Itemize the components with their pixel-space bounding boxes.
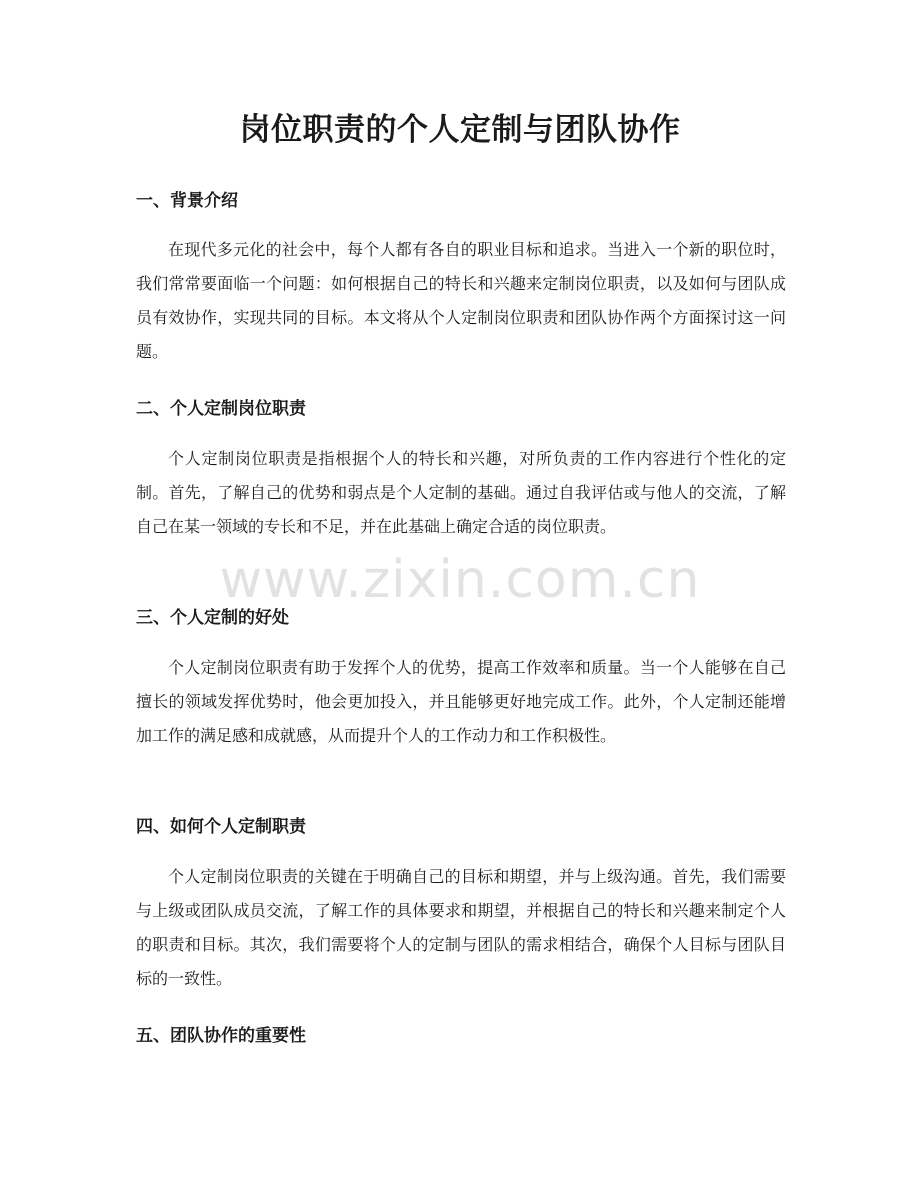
section-body-how-to-customize: 个人定制岗位职责的关键在于明确自己的目标和期望，并与上级沟通。首先，我们需要与上级或团队成员交流，了解工作的具体要求和期望，并根据自己的特长和兴趣来制定个人的职责和目标。其次，我们需要将个人的定制与团队的需求相结合，确保个人目标与团队目标的一致性。 [136,867,786,988]
section-heading-background: 一、背景介绍 [136,191,238,211]
section-body-background: 在现代多元化的社会中，每个人都有各自的职业目标和追求。当进入一个新的职位时，我们常常要面临一个问题：如何根据自己的特长和兴趣来定制岗位职责，以及如何与团队成员有效协作，实现共同的目标。本文将从个人定制岗位职责和团队协作两个方面探讨这一问题。 [136,240,786,361]
section-heading-benefits: 三、个人定制的好处 [136,608,289,628]
document-title: 岗位职责的个人定制与团队协作 [239,112,681,148]
section-heading-how-to-customize: 四、如何个人定制职责 [136,817,306,837]
section-body-benefits: 个人定制岗位职责有助于发挥个人的优势，提高工作效率和质量。当一个人能够在自己擅长的领域发挥优势时，他会更加投入，并且能够更好地完成工作。此外，个人定制还能增加工作的满足感和成就感，从而提升个人的工作动力和工作积极性。 [136,658,786,745]
section-heading-teamwork-importance: 五、团队协作的重要性 [136,1026,306,1046]
section-heading-personal-customization: 二、个人定制岗位职责 [136,399,306,419]
section-body-personal-customization: 个人定制岗位职责是指根据个人的特长和兴趣，对所负责的工作内容进行个性化的定制。首先，了解自己的优势和弱点是个人定制的基础。通过自我评估或与他人的交流，了解自己在某一领域的专长和不足，并在此基础上确定合适的岗位职责。 [136,449,786,536]
watermark: www.zixin.com.cn [219,550,701,610]
